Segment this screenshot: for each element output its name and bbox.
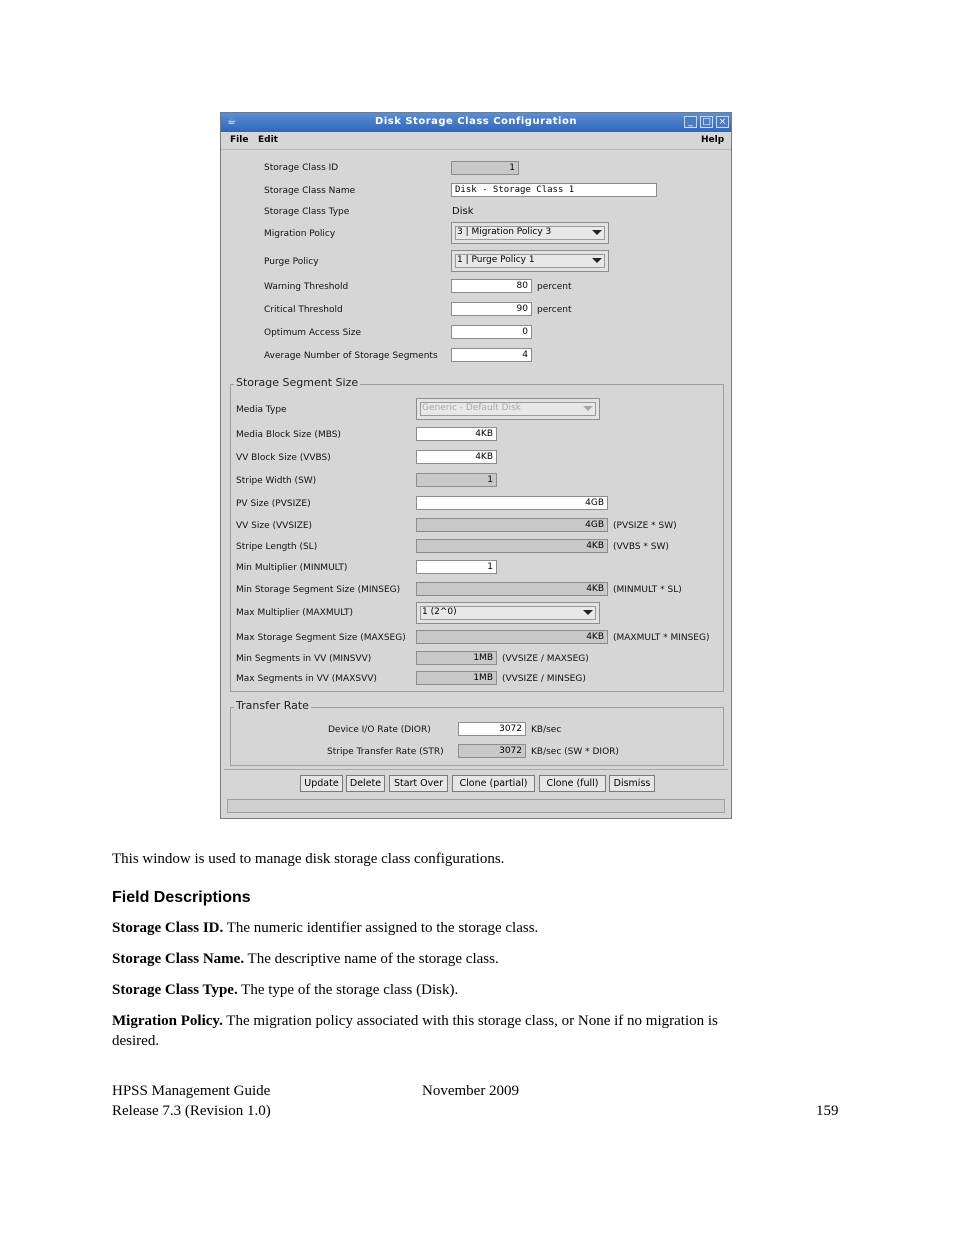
transfer-rate-title: Transfer Rate — [236, 699, 309, 712]
vvsize-label: VV Size (VVSIZE) — [236, 521, 313, 531]
section-heading: Field Descriptions — [112, 889, 251, 906]
critical-threshold-label: Critical Threshold — [264, 305, 343, 315]
field-term: Storage Class ID. — [112, 920, 224, 936]
purge-policy-select[interactable] — [451, 250, 609, 272]
maxmult-value: 1 (2^0) — [422, 607, 457, 617]
disk-storage-class-window — [220, 112, 732, 819]
maximize-button[interactable]: □ — [700, 116, 713, 128]
purge-policy-value: 1 | Purge Policy 1 — [457, 255, 535, 265]
storage-class-type-value: Disk — [452, 206, 474, 217]
field-desc: The type of the storage class (Disk). — [237, 982, 459, 998]
java-cup-icon: ☕ — [227, 116, 236, 127]
pvsize-label: PV Size (PVSIZE) — [236, 499, 311, 509]
maxsvv-note: (VVSIZE / MINSEG) — [502, 674, 586, 684]
maxsvv-label: Max Segments in VV (MAXSVV) — [236, 674, 377, 684]
storage-class-type-label: Storage Class Type — [264, 207, 350, 217]
maxmult-select[interactable] — [416, 602, 600, 624]
optimum-access-size-input[interactable]: 0 — [451, 325, 532, 339]
chevron-down-icon — [592, 258, 602, 263]
field-desc-migration-policy — [112, 1013, 718, 1030]
dior-input[interactable]: 3072 — [458, 722, 526, 736]
maxseg-field: 4KB — [416, 630, 608, 644]
optimum-access-size-label: Optimum Access Size — [264, 328, 362, 338]
warning-threshold-input[interactable]: 80 — [451, 279, 532, 293]
sl-label: Stripe Length (SL) — [236, 542, 318, 552]
migration-policy-select[interactable] — [451, 222, 609, 244]
window-title: Disk Storage Class Configuration — [375, 116, 577, 127]
button-separator — [224, 769, 728, 770]
warning-threshold-unit: percent — [537, 282, 572, 292]
minmult-input[interactable]: 1 — [416, 560, 497, 574]
status-bar — [227, 799, 725, 813]
sw-label: Stripe Width (SW) — [236, 476, 317, 486]
avg-storage-segments-input[interactable]: 4 — [451, 348, 532, 362]
critical-threshold-input[interactable]: 90 — [451, 302, 532, 316]
maxseg-label: Max Storage Segment Size (MAXSEG) — [236, 633, 406, 643]
minsvv-label: Min Segments in VV (MINSVV) — [236, 654, 372, 664]
vvsize-note: (PVSIZE * SW) — [613, 521, 677, 531]
vvsize-field: 4GB — [416, 518, 608, 532]
minsvv-field: 1MB — [416, 651, 497, 665]
field-desc-storage-class-id — [112, 920, 538, 937]
storage-segment-size-title: Storage Segment Size — [236, 376, 359, 389]
field-desc: The numeric identifier assigned to the storage class. — [223, 920, 539, 936]
minseg-field: 4KB — [416, 582, 608, 596]
update-button[interactable]: Update — [300, 775, 343, 792]
dior-label: Device I/O Rate (DIOR) — [328, 725, 431, 735]
chevron-down-icon — [583, 610, 593, 615]
delete-button[interactable]: Delete — [346, 775, 385, 792]
dior-unit: KB/sec — [531, 725, 562, 735]
minsvv-note: (VVSIZE / MAXSEG) — [502, 654, 589, 664]
minimize-button[interactable]: _ — [684, 116, 697, 128]
footer-guide: HPSS Management Guide — [112, 1083, 271, 1099]
footer-release: Release 7.3 (Revision 1.0) — [112, 1103, 271, 1119]
field-term: Storage Class Name. — [112, 951, 245, 967]
storage-class-name-label: Storage Class Name — [264, 186, 356, 196]
minseg-note: (MINMULT * SL) — [613, 585, 682, 595]
storage-class-id-field: 1 — [451, 161, 519, 175]
vvbs-label: VV Block Size (VVBS) — [236, 453, 331, 463]
field-term: Migration Policy. — [112, 1013, 223, 1029]
migration-policy-label: Migration Policy — [264, 229, 336, 239]
avg-storage-segments-label: Average Number of Storage Segments — [264, 351, 438, 361]
sl-note: (VVBS * SW) — [613, 542, 669, 552]
media-type-label: Media Type — [236, 405, 287, 415]
storage-class-name-input[interactable]: Disk - Storage Class 1 — [451, 183, 657, 197]
intro-paragraph: This window is used to manage disk storage class configurations. — [112, 851, 505, 867]
footer-page-number: 159 — [816, 1103, 839, 1119]
clone-full-button[interactable]: Clone (full) — [539, 775, 606, 792]
field-term: Storage Class Type. — [112, 982, 238, 998]
maxsvv-field: 1MB — [416, 671, 497, 685]
dismiss-button[interactable]: Dismiss — [609, 775, 655, 792]
maxmult-label: Max Multiplier (MAXMULT) — [236, 608, 354, 618]
menu-file[interactable]: File — [230, 135, 249, 145]
field-desc-migration-policy-cont: desired. — [112, 1033, 160, 1049]
start-over-button[interactable]: Start Over — [389, 775, 448, 792]
menu-bar — [221, 132, 731, 150]
close-button[interactable]: × — [716, 116, 729, 128]
sl-field: 4KB — [416, 539, 608, 553]
purge-policy-label: Purge Policy — [264, 257, 319, 267]
warning-threshold-label: Warning Threshold — [264, 282, 349, 292]
migration-policy-value: 3 | Migration Policy 3 — [457, 227, 552, 237]
maxseg-note: (MAXMULT * MINSEG) — [613, 633, 710, 643]
vvbs-input[interactable]: 4KB — [416, 450, 497, 464]
minseg-label: Min Storage Segment Size (MINSEG) — [236, 585, 401, 595]
storage-class-id-label: Storage Class ID — [264, 163, 339, 173]
title-bar[interactable] — [221, 113, 731, 132]
minmult-label: Min Multiplier (MINMULT) — [236, 563, 348, 573]
menu-help[interactable]: Help — [701, 135, 725, 145]
media-type-select — [416, 398, 600, 420]
field-desc: The migration policy associated with this storage class, or None if no migration is — [222, 1013, 718, 1029]
media-type-value: Generic - Default Disk — [422, 403, 521, 413]
footer-date: November 2009 — [422, 1083, 520, 1099]
clone-partial-button[interactable]: Clone (partial) — [452, 775, 535, 792]
str-field: 3072 — [458, 744, 526, 758]
str-label: Stripe Transfer Rate (STR) — [327, 747, 444, 757]
field-desc-storage-class-name — [112, 951, 499, 968]
chevron-down-icon — [592, 230, 602, 235]
menu-edit[interactable]: Edit — [258, 135, 278, 145]
str-unit: KB/sec (SW * DIOR) — [531, 747, 619, 757]
mbs-input[interactable]: 4KB — [416, 427, 497, 441]
mbs-label: Media Block Size (MBS) — [236, 430, 341, 440]
field-desc: The descriptive name of the storage class. — [244, 951, 499, 967]
critical-threshold-unit: percent — [537, 305, 572, 315]
field-desc-storage-class-type — [112, 982, 458, 999]
chevron-down-icon — [583, 406, 593, 411]
sw-field: 1 — [416, 473, 497, 487]
pvsize-input[interactable]: 4GB — [416, 496, 608, 510]
